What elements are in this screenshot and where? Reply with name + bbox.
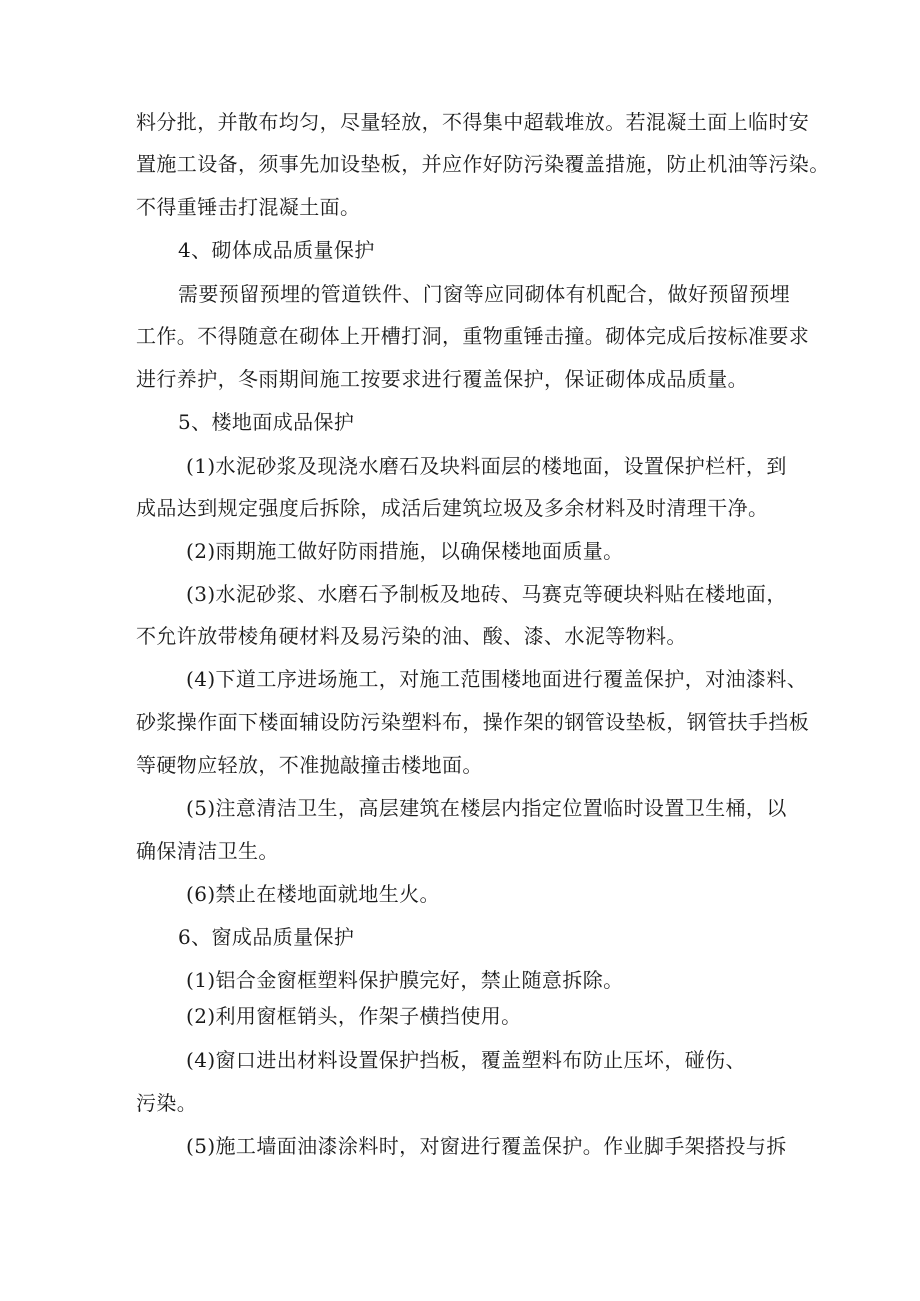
paragraph-line: 需要预留预埋的管道铁件、门窗等应同砌体有机配合，做好预留预埋 bbox=[178, 282, 790, 306]
section-heading: 6、窗成品质量保护 bbox=[178, 925, 355, 949]
paragraph-line: 不允许放带棱角硬材料及易污染的油、酸、漆、水泥等物料。 bbox=[136, 624, 687, 648]
list-item: (1)铝合金窗框塑料保护膜完好，禁止随意拆除。 bbox=[186, 968, 624, 992]
list-item: (3)水泥砂浆、水磨石予制板及地砖、马赛克等硬块料贴在楼地面， bbox=[186, 582, 787, 606]
paragraph-line: 工作。不得随意在砌体上开槽打洞，重物重锤击撞。砌体完成后按标准要求 bbox=[136, 324, 810, 348]
paragraph-line: 砂浆操作面下楼面辅设防污染塑料布，操作架的钢管设垫板，钢管扶手挡板 bbox=[136, 710, 810, 734]
paragraph-line: 确保清洁卫生。 bbox=[136, 839, 279, 863]
list-item: (1)水泥砂浆及现浇水磨石及块料面层的楼地面，设置保护栏杆，到 bbox=[186, 454, 787, 478]
section-heading: 4、砌体成品质量保护 bbox=[178, 238, 375, 262]
paragraph-line: 等硬物应轻放，不准抛敲撞击楼地面。 bbox=[136, 753, 483, 777]
list-item: (5)施工墙面油漆涂料时，对窗进行覆盖保护。作业脚手架搭投与拆 bbox=[186, 1134, 787, 1158]
paragraph-line: 成品达到规定强度后拆除，成活后建筑垃圾及多余材料及时清理干净。 bbox=[136, 496, 769, 520]
list-item: (6)禁止在楼地面就地生火。 bbox=[186, 882, 440, 906]
list-item: (2)雨期施工做好防雨措施，以确保楼地面质量。 bbox=[186, 539, 624, 563]
paragraph-line: 进行养护，冬雨期间施工按要求进行覆盖保护，保证砌体成品质量。 bbox=[136, 367, 748, 391]
list-item: (5)注意清洁卫生，高层建筑在楼层内指定位置临时设置卫生桶，以 bbox=[186, 796, 787, 820]
list-item: (2)利用窗框销头，作架子横挡使用。 bbox=[186, 1004, 522, 1028]
list-item: (4)窗口进出材料设置保护挡板，覆盖塑料布防止压坏，碰伤、 bbox=[186, 1048, 746, 1072]
paragraph-line: 料分批，并散布均匀，尽量轻放，不得集中超载堆放。若混凝土面上临时安 bbox=[136, 110, 810, 134]
section-heading: 5、楼地面成品保护 bbox=[178, 410, 355, 434]
paragraph-line: 污染。 bbox=[136, 1091, 198, 1115]
paragraph-line: 不得重锤击打混凝土面。 bbox=[136, 195, 361, 219]
list-item: (4)下道工序进场施工，对施工范围楼地面进行覆盖保护，对油漆料、 bbox=[186, 667, 808, 691]
paragraph-line: 置施工设备，须事先加设垫板，并应作好防污染覆盖措施，防止机油等污染。 bbox=[136, 152, 830, 176]
